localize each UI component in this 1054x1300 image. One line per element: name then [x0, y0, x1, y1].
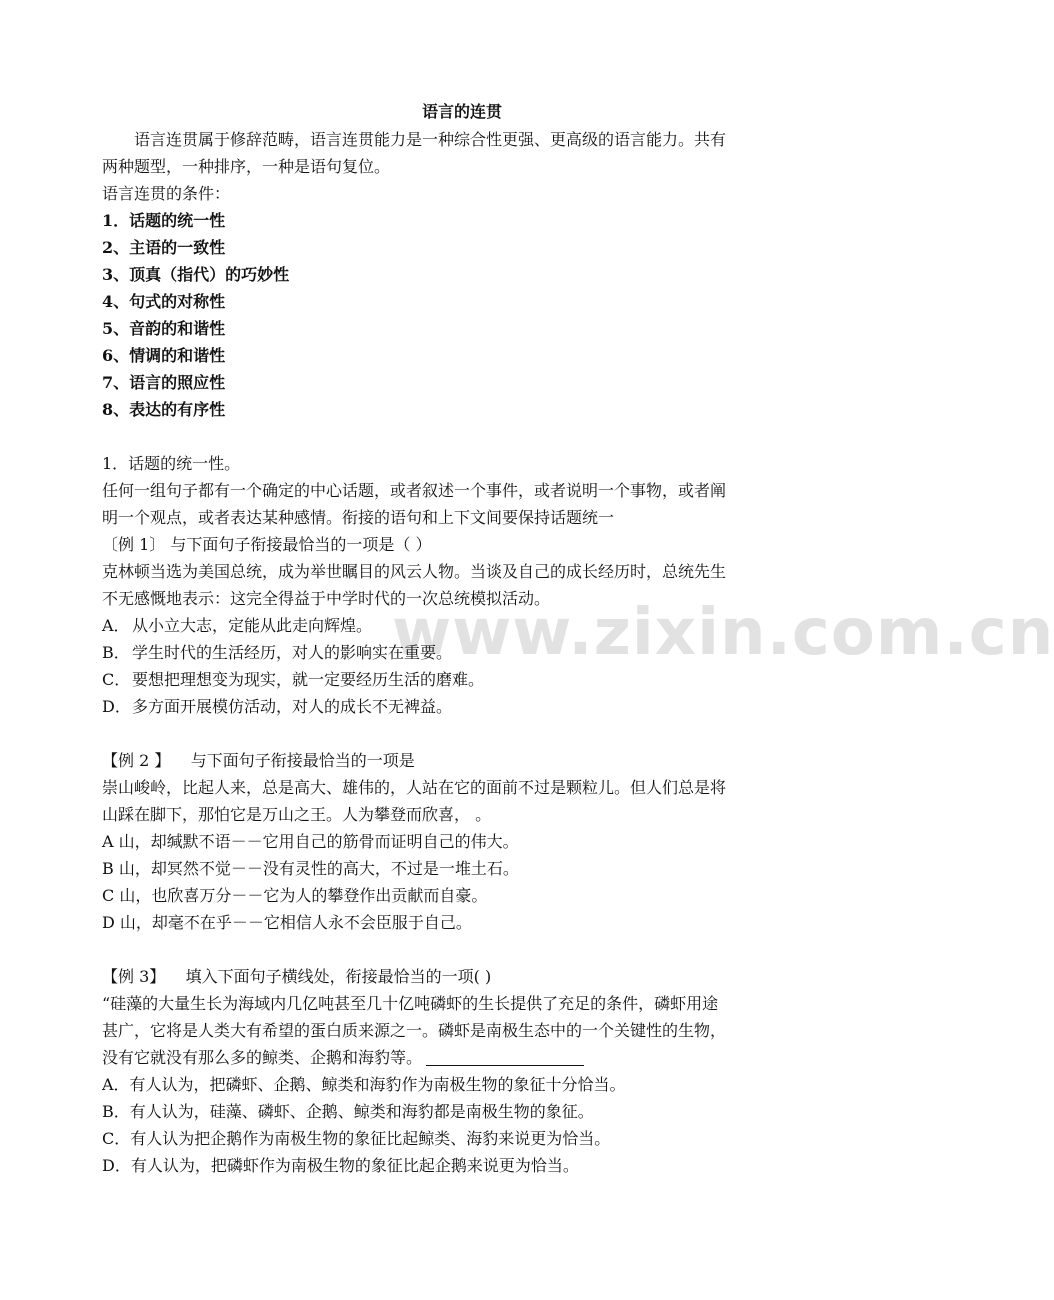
- section1-desc-line-2: 明一个观点，或者表达某种感情。衔接的语句和上下文间要保持话题统一: [102, 508, 615, 527]
- spacer: [102, 936, 822, 963]
- document-title: 语言的连贯: [421, 102, 502, 121]
- example3-passage-text: 没有它就没有那么多的鲸类、企鹅和海豹等。: [102, 1048, 423, 1067]
- condition-item: 3、顶真（指代）的巧妙性: [102, 265, 290, 284]
- option-letter: A．: [102, 616, 130, 635]
- example1-option-d: [102, 693, 822, 720]
- example2-question: 与下面句子衔接最恰当的一项是: [190, 751, 415, 770]
- example2-option-c: C 山，也欣喜万分－－它为人的攀登作出贡献而自豪。: [102, 886, 488, 905]
- example1-option-c: [102, 666, 822, 693]
- intro-line-2: 两种题型，一种排序，一种是语句复位。: [102, 157, 391, 176]
- option-letter: D．: [102, 697, 131, 716]
- example2-label: 【例 2 】: [102, 751, 171, 770]
- example3-option-b: B．有人认为，硅藻、磷虾、企鹅、鲸类和海豹都是南极生物的象征。: [102, 1102, 594, 1121]
- example3-question-line: [102, 963, 822, 990]
- condition-item: 4、句式的对称性: [102, 292, 226, 311]
- watermark: www.zixin.com.cn: [392, 596, 1054, 670]
- condition-item: 5、音韵的和谐性: [102, 319, 226, 338]
- example1-question: 〔例 1〕 与下面句子衔接最恰当的一项是（ ）: [102, 535, 432, 554]
- example2-option-b: B 山，却冥然不觉－－没有灵性的高大，不过是一堆土石。: [102, 859, 519, 878]
- intro-line-1: 语言连贯属于修辞范畴，语言连贯能力是一种综合性更强、更高级的语言能力。共有: [134, 130, 727, 149]
- condition-item: 7、语言的照应性: [102, 373, 226, 392]
- example3-option-a: A．有人认为，把磷虾、企鹅、鲸类和海豹作为南极生物的象征十分恰当。: [102, 1075, 626, 1094]
- example1-option-a: [102, 612, 822, 639]
- spacer: [102, 423, 822, 450]
- condition-item: 1．话题的统一性: [102, 211, 226, 230]
- example1-option-b: [102, 639, 822, 666]
- option-letter: B．: [102, 643, 130, 662]
- option-text: 多方面开展模仿活动，对人的成长不无裨益。: [132, 697, 453, 716]
- condition-item: 2、主语的一致性: [102, 238, 226, 257]
- example2-question-line: [102, 747, 822, 774]
- example3-option-d: D．有人认为，把磷虾作为南极生物的象征比起企鹅来说更为恰当。: [102, 1156, 579, 1175]
- option-text: 从小立大志，定能从此走向辉煌。: [132, 616, 373, 635]
- example3-passage-line-1: “硅藻的大量生长为海域内几亿吨甚至几十亿吨磷虾的生长提供了充足的条件，磷虾用途: [102, 994, 719, 1013]
- example2-passage-line-2: 山踩在脚下，那怕它是万山之王。人为攀登而欣喜， 。: [102, 805, 492, 824]
- example1-passage-line-2: 不无感慨地表示：这完全得益于中学时代的一次总统模拟活动。: [102, 589, 551, 608]
- condition-item: 6、情调的和谐性: [102, 346, 226, 365]
- section1-desc-line-1: 任何一组句子都有一个确定的中心话题，或者叙述一个事件，或者说明一个事物，或者阐: [102, 481, 727, 500]
- condition-item: 8、表达的有序性: [102, 400, 226, 419]
- option-text: 要想把理想变为现实，就一定要经历生活的磨难。: [132, 670, 485, 689]
- example3-option-c: C．有人认为把企鹅作为南极生物的象征比起鲸类、海豹来说更为恰当。: [102, 1129, 611, 1148]
- document-page: [102, 98, 822, 1179]
- example3-passage-line-2: 甚广，它将是人类大有希望的蛋白质来源之一。磷虾是南极生态中的一个关键性的生物，: [102, 1021, 727, 1040]
- example2-passage-line-1: 崇山峻岭，比起人来，总是高大、雄伟的，人站在它的面前不过是颗粒儿。但人们总是将: [102, 778, 727, 797]
- example2-option-a: A 山，却缄默不语－－它用自己的筋骨而证明自己的伟大。: [102, 832, 519, 851]
- example3-label: 【例 3】: [102, 967, 166, 986]
- example3-passage-line-3: [102, 1044, 822, 1071]
- option-letter: C．: [102, 670, 131, 689]
- example3-question: 填入下面句子横线处，衔接最恰当的一项( ): [185, 967, 492, 986]
- spacer: [102, 720, 822, 747]
- option-text: 学生时代的生活经历，对人的影响实在重要。: [132, 643, 453, 662]
- answer-blank-line: [426, 1049, 584, 1066]
- section1-heading: 1．话题的统一性。: [102, 454, 241, 473]
- example2-option-d: D 山，却毫不在乎－－它相信人永不会臣服于自己。: [102, 913, 472, 932]
- conditions-label: 语言连贯的条件：: [102, 184, 231, 203]
- example1-passage-line-1: 克林顿当选为美国总统，成为举世瞩目的风云人物。当谈及自己的成长经历时，总统先生: [102, 562, 727, 581]
